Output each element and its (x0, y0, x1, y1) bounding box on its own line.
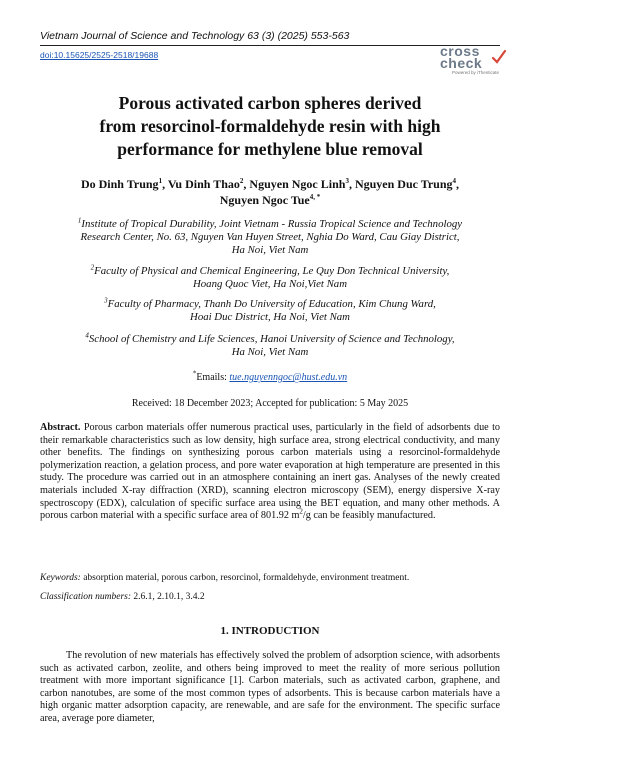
affiliation-line: Research Center, No. 63, Nguyen Van Huyen Street, Nghia Do Ward, Cau Giay District, (80, 231, 460, 243)
affiliation-1 (40, 218, 500, 257)
corresponding-email (40, 369, 500, 383)
author-sup: 1 (158, 177, 163, 185)
keywords (40, 573, 500, 583)
title-line-3: performance for methylene blue removal (117, 139, 423, 159)
author-list (40, 176, 500, 208)
abstract-sup: 2 (299, 507, 303, 516)
author-name: Do Dinh Trung (80, 177, 159, 191)
affiliation-number: 1 (77, 216, 82, 225)
introduction-paragraph: The revolution of new materials has effectively solved the problem of adsorption science, with adsorbents such as activated carbon, zeolite, and others being improved to meet the reality of more serious pollution treatment with more important significance [1]. Carbon materials, such as activated carbon, graphene, and carbon nanotubes, are some of the most common types of adsorbents. This is because carbon materials have a high organic matter adsorption capacity, are renewable, and are safe for the environment. The specific surface area, average pore diameter, (40, 650, 500, 724)
author-sup: 3 (345, 177, 349, 185)
classification-label: Classification numbers: (40, 592, 132, 602)
header-rule (40, 45, 500, 46)
affiliation-line: Ha Noi, Viet Nam (231, 244, 309, 256)
affiliation-number: 4 (85, 331, 89, 340)
crossmark-text-bottom: check (440, 55, 483, 71)
keywords-label: Keywords: (40, 573, 81, 583)
affiliation-line: Faculty of Pharmacy, Thanh Do University of Education, Kim Chung Ward, (107, 298, 436, 310)
affiliation-line: Faculty of Physical and Chemical Engineering, Le Quy Don Technical University, (94, 265, 450, 277)
affiliation-line: Hoai Duc District, Ha Noi, Viet Nam (190, 311, 350, 323)
classification-numbers (40, 592, 500, 602)
email-label: Emails: (196, 372, 230, 383)
affiliation-line: School of Chemistry and Life Sciences, Hanoi University of Science and Technology, (88, 333, 455, 345)
abstract-text-end: /g can be feasibly manufactured. (302, 510, 436, 522)
title-line-1: Porous activated carbon spheres derived (118, 93, 422, 113)
paper-title (40, 92, 500, 161)
abstract-label: Abstract. (40, 422, 81, 433)
keywords-text: absorption material, porous carbon, resorcinol, formaldehyde, environment treatment. (80, 573, 410, 583)
title-line-2: from resorcinol-formaldehyde resin with high (99, 116, 441, 136)
affiliation-2 (40, 265, 500, 291)
affiliation-3 (40, 298, 500, 324)
author-sup: 4 (452, 177, 457, 185)
author-name: Nguyen Ngoc Linh (249, 177, 346, 191)
journal-citation: Vietnam Journal of Science and Technology 63 (3) (2025) 553-563 (40, 30, 350, 42)
affiliation-line: Hoang Quoc Viet, Ha Noi,Viet Nam (192, 278, 348, 290)
abstract (40, 422, 500, 523)
affiliation-line: Institute of Tropical Durability, Joint Vietnam - Russia Tropical Science and Technology (81, 218, 463, 230)
crossmark-icon (490, 48, 508, 66)
crossmark-text-top: cross (440, 43, 480, 59)
doi-link[interactable]: doi:10.15625/2525-2518/19688 (40, 50, 159, 60)
author-sup: 4, * (309, 193, 321, 201)
author-name: Nguyen Duc Trung (354, 177, 453, 191)
classification-text: 2.6.1, 2.10.1, 3.4.2 (131, 592, 205, 602)
affiliation-number: 3 (104, 296, 108, 305)
affiliation-line: Ha Noi, Viet Nam (231, 346, 309, 358)
affiliation-number: 2 (90, 263, 95, 272)
abstract-text: Porous carbon materials offer numerous practical uses, particularly in the field of adsorbents due to their remarkable characteristics such as low density, high surface area, strong electrical conductivity, and many other benefits. The findings on synthesizing porous carbon materials using a resorcinol-formaldehyde polymerization reaction, a gelation process, and pore water evaporation at high temperature are presented in this study. The procedure was carried out in an atmosphere containing an inert gas. Analyses of the newly created materials included X-ray diffraction (XRD), scanning electron microscopy (SEM), energy dispersive X-ray spectroscopy (EDX), calculation of specific surface area using the BET equation, and many other methods. A porous carbon material with a specific surface area of 801.92 m (40, 422, 500, 522)
section-heading: 1. INTRODUCTION (220, 625, 320, 637)
author-sup: 2 (239, 177, 244, 185)
received-dates: Received: 18 December 2023; Accepted for publication: 5 May 2025 (131, 398, 409, 409)
author-line-2 (40, 192, 500, 208)
author-name: Vu Dinh Thao (167, 177, 240, 191)
crossmark-logo[interactable] (440, 44, 512, 76)
affiliation-4 (40, 333, 500, 359)
author-name: Nguyen Ngoc Tue (219, 193, 310, 207)
email-sup: * (192, 369, 197, 378)
crossmark-subtext: Powered by iThenticate (452, 70, 500, 75)
email-link[interactable]: tue.nguyenngoc@hust.edu.vn (229, 372, 348, 383)
author-line-1: Do Dinh Trung$^1$, Vu Dinh Thao$^2$, Nguyen Ngoc Linh$^3$, Nguyen Duc Trung$^4$, (80, 177, 460, 191)
